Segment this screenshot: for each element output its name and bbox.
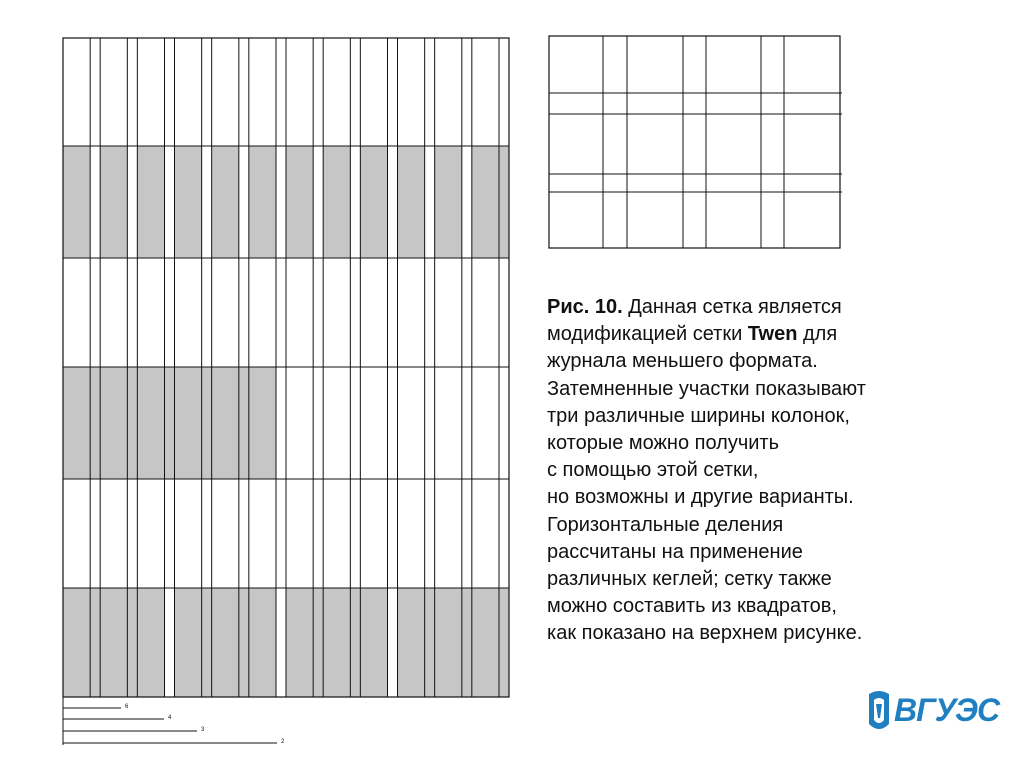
scale-label-3: 3	[201, 727, 205, 733]
caption-line2-a: модификацией сетки	[547, 323, 748, 346]
caption-line2-b: для	[797, 323, 838, 346]
square-grid-border	[549, 36, 840, 248]
vgues-logo-text: ВГУЭС	[894, 692, 1000, 728]
scale-label-4: 4	[168, 715, 172, 721]
caption-prefix: Рис. 10.	[547, 296, 623, 318]
vgues-emblem-icon	[866, 690, 892, 732]
figure-caption	[547, 294, 967, 648]
caption-twen: Twen	[747, 323, 798, 346]
vgues-logo	[866, 690, 1000, 732]
scale-label-2: 2	[281, 739, 285, 745]
caption-body: журнала меньшего формата. Затемненные участки показывают три различные ширины колонок, которые можно получить с помощью этой сетки, но возможны и другие варианты. Горизонтальные деления рассчитаны на применение различных кеглей; сетку также можно составить из квадратов, как показано на верхнем рисунке.	[547, 350, 866, 645]
scale-label-6: 6	[125, 704, 129, 710]
caption-line1: Данная сетка является	[622, 296, 842, 318]
